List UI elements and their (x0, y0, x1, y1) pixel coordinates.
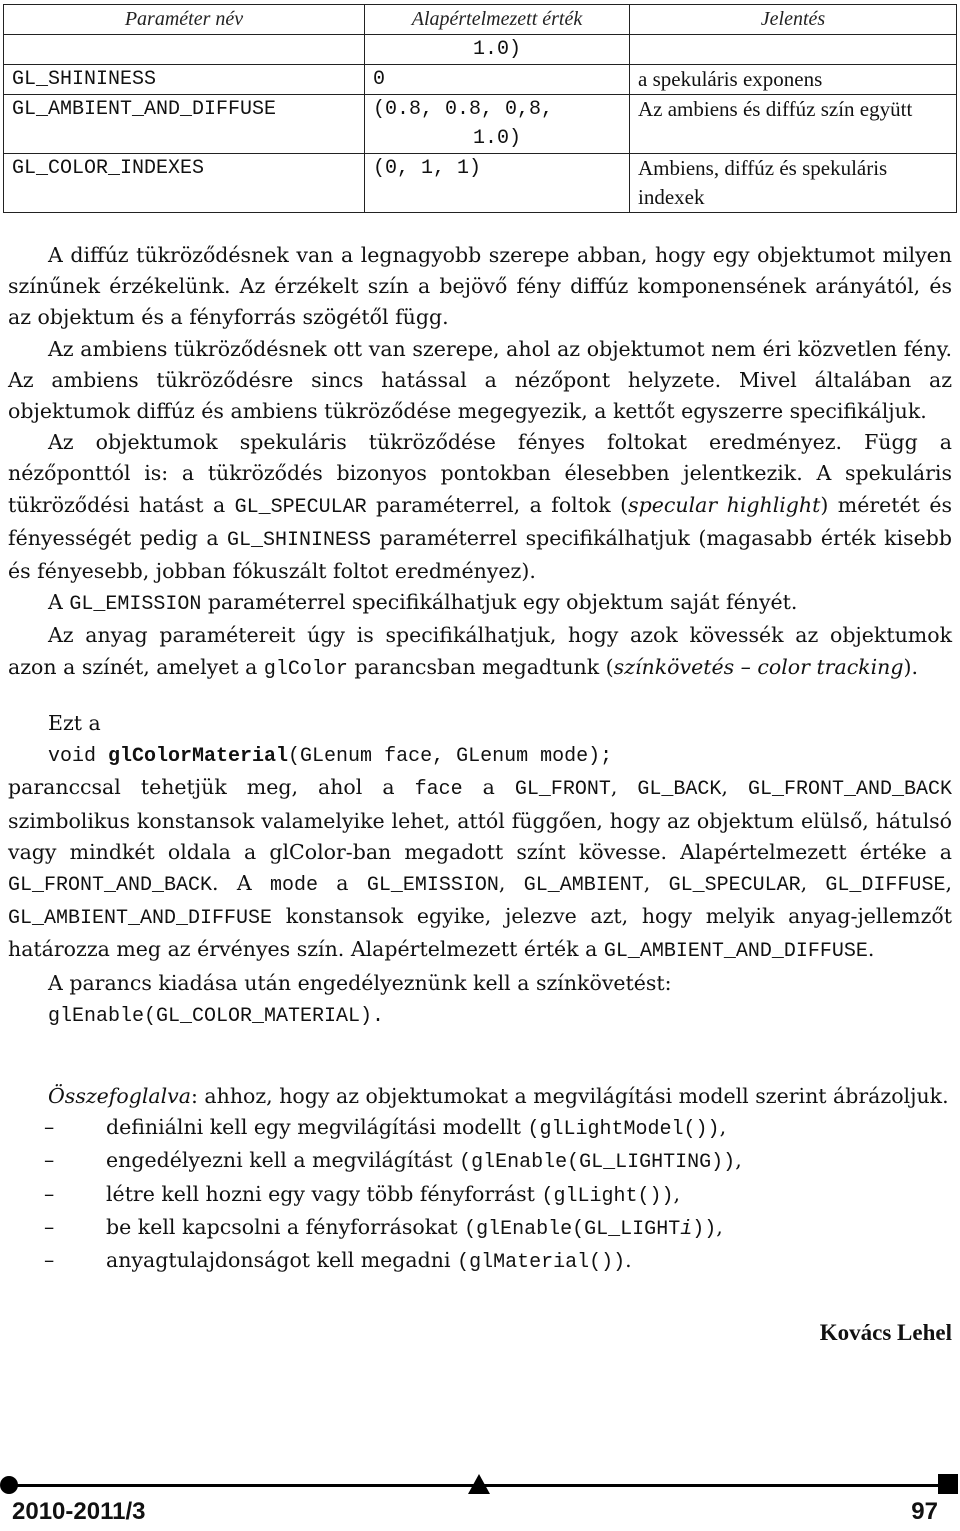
table-cell: GL_AMBIENT_AND_DIFFUSE (4, 95, 365, 154)
body-text (8, 240, 952, 685)
paragraph: A GL_EMISSION paraméterrel specifikálhatjuk egy objektum saját fényét. (48, 590, 798, 617)
table-cell: 1.0) (472, 127, 521, 150)
code-line: void glColorMaterial(GLenum face, GLenum mode); (48, 745, 613, 769)
summary-intro: Összefoglalva: ahhoz, hogy az objektumokat a megvilágítási modell szerint ábrázoljuk. (48, 1084, 949, 1108)
list-item: – létre kell hozni egy vagy több fényforrást (glLight()), (44, 1181, 680, 1208)
table-row (4, 35, 957, 65)
parameter-table (3, 4, 957, 213)
table-cell: Ambiens, diffúz és spekuláris indexek (630, 154, 957, 213)
table-cell: 1.0) (472, 38, 521, 61)
paragraph: A parancs kiadása után engedélyeznünk kell a színkövetést: (48, 970, 672, 995)
table-row (4, 95, 957, 154)
table-cell: Az ambiens és diffúz szín együtt (630, 95, 957, 154)
table-cell: a spekuláris exponens (630, 65, 957, 95)
paragraph: Az anyag paramétereit úgy is specifikálhatjuk, hogy azok kövessék az objektumok azon a színét, amelyet a glColor parancsban megadtunk (színkövetés – color tracking). (8, 623, 952, 681)
page-number: 97 (911, 1498, 938, 1525)
list-item: – anyagtulajdonságot kell megadni (glMaterial()). (44, 1248, 632, 1275)
paragraph: paranccsal tehetjük meg, ahol a face a GL_FRONT, GL_BACK, GL_FRONT_AND_BACK szimbolikus konstansok valamelyike lehet, attól függően, hogy az objektum elülső, hátulsó vagy mindkét oldala a glColor-ban megadott színt kövesse. Alapértelmezett értéke a GL_FRONT_AND_BACK. A mode a GL_EMISSION, GL_AMBIENT, GL_SPECULAR, GL_DIFFUSE, GL_AMBIENT_AND_DIFFUSE konstansok egyike, jelezve azt, hogy melyik anyag-jellemzőt határozza meg az érvényes szín. Alapértelmezett érték a GL_AMBIENT_AND_DIFFUSE. (8, 775, 952, 964)
circle-icon (0, 1476, 18, 1494)
table-cell: (0.8, 0.8, 0,8, (373, 98, 554, 121)
issue-number: 2010-2011/3 (12, 1498, 146, 1525)
paragraph: Ezt a (48, 711, 101, 735)
square-icon (938, 1474, 958, 1494)
list-item: – engedélyezni kell a megvilágítást (glEnable(GL_LIGHTING)), (44, 1148, 742, 1175)
list-item: – definiálni kell egy megvilágítási modellt (glLightModel()), (44, 1115, 727, 1142)
summary-list (8, 1112, 952, 1278)
paragraph: Az ambiens tükröződésnek ott van szerepe, ahol az objektumot nem éri közvetlen fény. Az ambiens tükröződésre sincs hatással a nézőpont helyzete. Mivel általában az objektumok diffúz és ambiens tükröződése megegyezik, a kettőt egyszerre specifikáljuk. (8, 336, 952, 424)
paragraph: A diffúz tükröződésnek van a legnagyobb szerepe abban, hogy egy objektumot milyen színűnek érzékelünk. Az érzékelt szín a bejövő fény diffúz komponensének arányától, és az objektum és a fényforrás szögétől függ. (8, 243, 952, 330)
table-row (4, 154, 957, 213)
table-cell: GL_SHININESS (4, 65, 365, 95)
list-item: – be kell kapcsolni a fényforrásokat (glEnable(GL_LIGHTi)), (44, 1214, 723, 1241)
paragraph: Az objektumok spekuláris tükröződése fényes foltokat eredményez. Függ a nézőponttól is: a tükröződés bizonyos pontokban élesebben jelentkezik. A spekuláris tükröződési hatást a GL_SPECULAR paraméterrel, a foltok (specular highlight) méretét és fényességét pedig a GL_SHININESS paraméterrel specifikálhatjuk (magasabb érték kisebb és fényesebb, jobban fókuszált foltot eredményez). (8, 430, 952, 584)
column-header: Jelentés (630, 5, 957, 35)
author-name: Kovács Lehel (819, 1320, 952, 1345)
code-line: glEnable(GL_COLOR_MATERIAL). (48, 1004, 385, 1028)
summary-block (8, 1081, 952, 1278)
table-cell: (0, 1, 1) (365, 154, 630, 213)
body-text-2 (8, 708, 952, 1032)
table-cell: 0 (365, 65, 630, 95)
column-header: Alapértelmezett érték (365, 5, 630, 35)
triangle-icon (468, 1474, 490, 1494)
table-row (4, 65, 957, 95)
table-header-row (4, 5, 957, 35)
column-header: Paraméter név (4, 5, 365, 35)
table-cell: GL_COLOR_INDEXES (4, 154, 365, 213)
